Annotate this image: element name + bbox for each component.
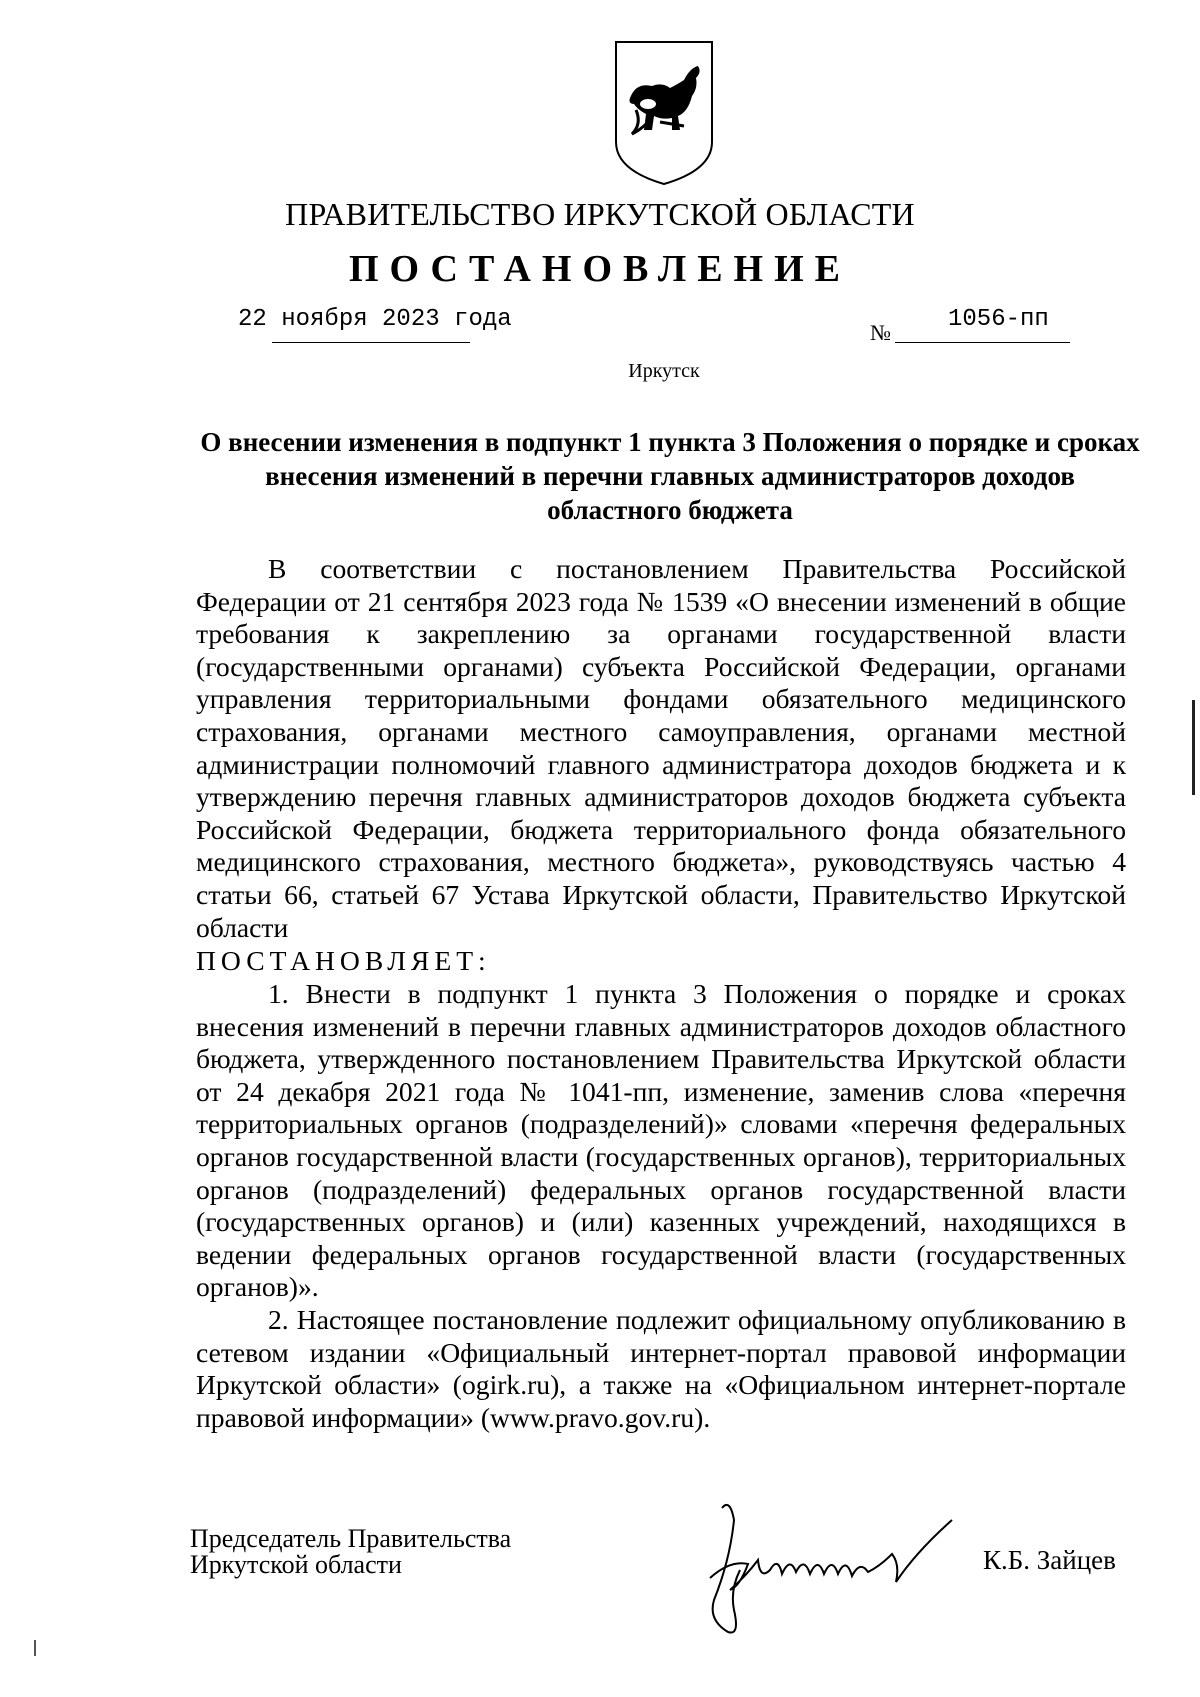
number-underline bbox=[895, 342, 1070, 343]
resolution-item-1: 1. Внести в подпункт 1 пункта 3 Положения о порядке и сроках внесения изменений в перечни главных администраторов доходов областного бюджета, утвержденного постановлением Правительства Иркутской области от 24 декабря 2021 года № 1041-пп, изменение, заменив слова «перечня территориальных органов (подразделений)» словами «перечня федеральных органов государственной власти (государственных органов), территориальных органов (подразделений) федеральных органов государственной власти (государственных органов) и (или) казенных учреждений, находящихся в ведении федеральных органов государственной власти (государственных органов)». bbox=[196, 978, 1126, 1303]
document-type-heading: ПОСТАНОВЛЕНИЕ bbox=[348, 248, 852, 290]
document-date: 22 ноября 2023 года bbox=[238, 306, 512, 333]
coat-of-arms-icon bbox=[612, 38, 716, 186]
document-number: 1056-пп bbox=[948, 306, 1049, 333]
government-title: ПРАВИТЕЛЬСТВО ИРКУТСКОЙ ОБЛАСТИ bbox=[285, 196, 915, 232]
resolution-item-2: 2. Настоящее постановление подлежит официальному опубликованию в сетевом издании «Официальный интернет-портал правовой информации Иркутской области» (ogirk.ru), а также на «Официальном интернет-портале правовой информации» (www.pravo.gov.ru). bbox=[196, 1303, 1126, 1433]
resolution-items bbox=[196, 978, 1126, 1434]
document-city: Иркутск bbox=[628, 360, 700, 382]
signatory-title bbox=[190, 1526, 511, 1578]
signatory-title-line-1: Председатель Правительства bbox=[190, 1524, 512, 1553]
scan-edge-mark bbox=[1192, 700, 1195, 795]
signatory-title-line-2: Иркутской области bbox=[190, 1550, 402, 1579]
date-underline bbox=[272, 342, 470, 343]
resolves-heading: ПОСТАНОВЛЯЕТ: bbox=[196, 945, 491, 976]
document-subject: О внесении изменения в подпункт 1 пункта 3 Положения о порядке и сроках внесения изменений в перечни главных администраторов доходов областного бюджета bbox=[200, 427, 1140, 525]
handwritten-signature bbox=[700, 1490, 965, 1640]
preamble-paragraph bbox=[196, 553, 1126, 944]
number-sign: № bbox=[870, 320, 891, 345]
signatory-name: К.Б. Зайцев bbox=[983, 1545, 1116, 1575]
preamble-text: В соответствии с постановлением Правительства Российской Федерации от 21 сентября 2023 года № 1539 «О внесении изменений в общие требования к закреплению за органами государственной власти (государственными органами) субъекта Российской Федерации, органами управления территориальными фондами обязательного медицинского страхования, органами местного самоуправления, органами местной администрации полномочий главного администратора доходов бюджета и к утверждению перечня главных администраторов доходов бюджета субъекта Российской Федерации, бюджета территориального фонда обязательного медицинского страхования, местного бюджета», руководствуясь частью 4 статьи 66, статьей 67 Устава Иркутской области, Правительство Иркутской области bbox=[196, 553, 1126, 943]
scan-edge-mark-bottom bbox=[34, 1640, 36, 1656]
